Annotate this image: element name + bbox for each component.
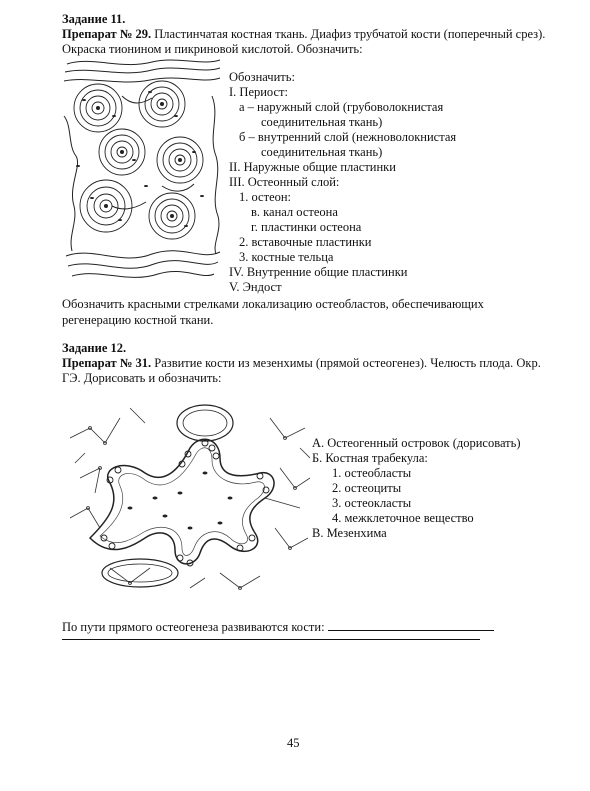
legend-item: 1. остеобласты — [332, 466, 412, 480]
task11-note-line1: Обозначить красными стрелками локализацию остеобластов, обеспечивающих — [62, 297, 484, 311]
legend-item: Б. Костная трабекула: — [312, 451, 428, 465]
legend-item: 2. остеоциты — [332, 481, 402, 495]
osteogenesis-drawing — [70, 398, 310, 598]
legend-item: 3. остеокласты — [332, 496, 412, 510]
task11-prep-text1: Пластинчатая костная ткань. Диафиз трубчатой кости (поперечный срез). — [151, 27, 546, 41]
task11-prep-label: Препарат № 29. — [62, 27, 152, 41]
page-number: 45 — [287, 736, 300, 750]
task11-note-line2: регенерацию костной ткани. — [62, 313, 214, 327]
legend-item: соединительная ткань) — [261, 145, 383, 159]
legend-item: 2. вставочные пластинки — [239, 235, 372, 249]
legend-item: Обозначить: — [229, 70, 295, 84]
task12-prep-line2: ГЭ. Дорисовать и обозначить: — [62, 371, 222, 385]
legend-item: 4. межклеточное вещество — [332, 511, 474, 525]
task12-title: Задание 12. — [62, 341, 127, 355]
task11-title: Задание 11. — [62, 12, 126, 26]
legend-item: IV. Внутренние общие пластинки — [229, 265, 408, 279]
legend-item: в. канал остеона — [251, 205, 338, 219]
legend-item: 3. костные тельца — [239, 250, 334, 264]
task12-prep-line1 — [62, 356, 541, 371]
legend-item: I. Периост: — [229, 85, 288, 99]
lamellar-bone-drawing — [62, 56, 222, 286]
answer-blank-1[interactable] — [328, 618, 494, 631]
task12-prep-label: Препарат № 31. — [62, 356, 152, 370]
legend-item: г. пластинки остеона — [251, 220, 362, 234]
task12-question: По пути прямого остеогенеза развиваются кости: — [62, 620, 325, 634]
legend-item: III. Остеонный слой: — [229, 175, 340, 189]
task11-prep-line1 — [62, 27, 545, 42]
task12-legend — [312, 436, 521, 541]
answer-blank-2[interactable] — [62, 639, 480, 640]
legend-item: 1. остеон: — [239, 190, 292, 204]
legend-item: V. Эндост — [229, 280, 282, 294]
task12-question-line — [62, 618, 494, 635]
legend-item: б – внутренний слой (нежноволокнистая — [239, 130, 457, 144]
legend-item: В. Мезенхима — [312, 526, 387, 540]
task11-legend — [229, 70, 456, 295]
legend-item: а – наружный слой (грубоволокнистая — [239, 100, 444, 114]
legend-item: II. Наружные общие пластинки — [229, 160, 396, 174]
legend-item: А. Остеогенный островок (дорисовать) — [312, 436, 521, 450]
task12-prep-text1: Развитие кости из мезенхимы (прямой остеогенез). Челюсть плода. Окр. — [151, 356, 541, 370]
legend-item: соединительная ткань) — [261, 115, 383, 129]
task11-prep-line2: Окраска тионином и пикриновой кислотой. Обозначить: — [62, 42, 363, 56]
